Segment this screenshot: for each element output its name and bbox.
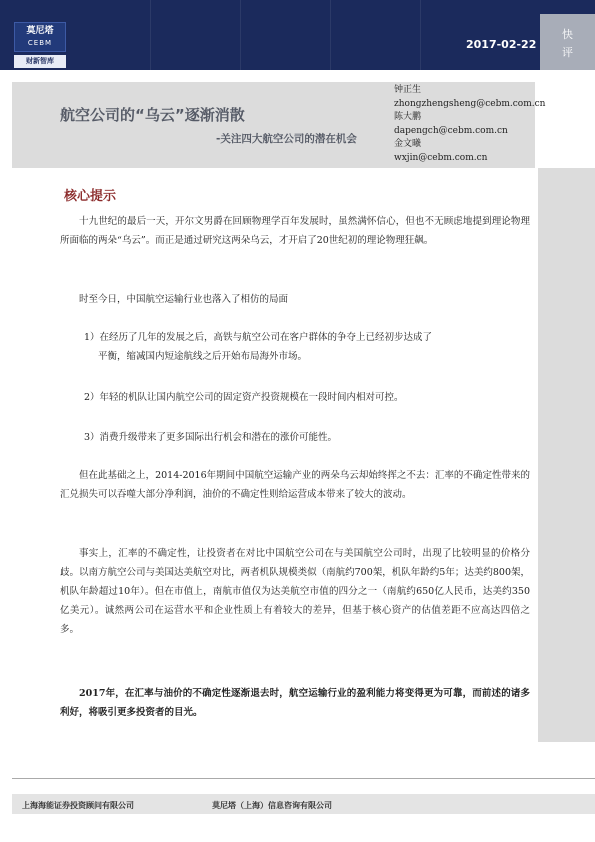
- author-email[interactable]: wxjin@cebm.com.cn: [394, 152, 488, 163]
- footer-company-right: 莫尼塔（上海）信息咨询有限公司: [212, 801, 332, 810]
- report-subtitle: -关注四大航空公司的潜在机会: [216, 133, 357, 145]
- header-banner: [0, 0, 595, 70]
- footer-divider: [12, 778, 595, 779]
- list-item-1-line-1: 1）在经历了几年的发展之后，高铁与航空公司在客户群体的争夺上已经初步达成了: [84, 332, 433, 343]
- author-list: [394, 84, 544, 165]
- paragraph-conclusion: 2017年，在汇率与油价的不确定性逐渐退去时，航空运输行业的盈利能力将变得更为可靠，而前述的诸多利好，将吸引更多投资者的目光。: [60, 688, 530, 718]
- footer-company-left: 上海海能证券投资顾问有限公司: [22, 801, 134, 810]
- report-title: 航空公司的“乌云”逐渐消散: [60, 106, 245, 124]
- section-title: 核心提示: [64, 189, 117, 204]
- author-name: 陈大鹏: [394, 112, 422, 122]
- list-item-1: [60, 328, 554, 366]
- paragraph-situation: 时至今日，中国航空运输行业也落入了相仿的局面: [79, 294, 289, 305]
- right-margin-strip: [538, 168, 595, 742]
- author-email[interactable]: zhongzhengsheng@cebm.com.cn: [394, 98, 546, 109]
- list-item-3: 3）消费升级带来了更多国际出行机会和潜在的涨价可能性。: [84, 432, 338, 443]
- report-type-char-1: 快: [562, 28, 573, 41]
- report-type-char-2: 评: [562, 46, 573, 59]
- company-logo: [14, 22, 66, 52]
- logo-cn-text: 莫尼塔: [26, 26, 54, 36]
- list-item-2: 2）年轻的机队让国内航空公司的固定资产投资规模在一段时间内相对可控。: [84, 392, 404, 403]
- author-name: 金文曦: [394, 139, 422, 149]
- author-email[interactable]: dapengch@cebm.com.cn: [394, 125, 508, 136]
- paragraph-valuation: 事实上，汇率的不确定性，让投资者在对比中国航空公司在与美国航空公司时，出现了比较明显的价格分歧。以南方航空公司与美国达美航空对比，两者机队规模类似（南航约700架，机队年龄约5年；达美约800架，机队年龄超过10年）。但在市值上，南航市值仅为达美航空市值的四分之一（南航约650亿人民币，达美约350亿美元）。诚然两公司在运营水平和企业性质上有着较大的差异，但基于核心资产的估值差距不应高达四倍之多。: [60, 548, 530, 635]
- list-item-1-line-2: 平衡，缩减国内短途航线之后开始布局海外市场。: [98, 351, 308, 362]
- logo-subtitle: 财新智库: [14, 55, 66, 68]
- paragraph-intro: 十九世纪的最后一天，开尔文男爵在回顾物理学百年发展时，虽然满怀信心，但也不无顾虑地提到理论物理所面临的两朵“乌云”。而正是通过研究这两朵乌云，才开启了20世纪初的理论物理狂飙。: [60, 216, 530, 246]
- author-name: 钟正生: [394, 85, 422, 95]
- logo-en-text: CEBM: [27, 39, 53, 47]
- paragraph-clouds: 但在此基础之上，2014-2016年期间中国航空运输产业的两朵乌云却始终挥之不去：汇率的不确定性带来的汇兑损失可以吞噬大部分净利润，油价的不确定性则给运营成本带来了较大的波动。: [60, 470, 530, 500]
- report-date: 2017-02-22: [466, 38, 537, 51]
- report-type-tag: [540, 14, 595, 70]
